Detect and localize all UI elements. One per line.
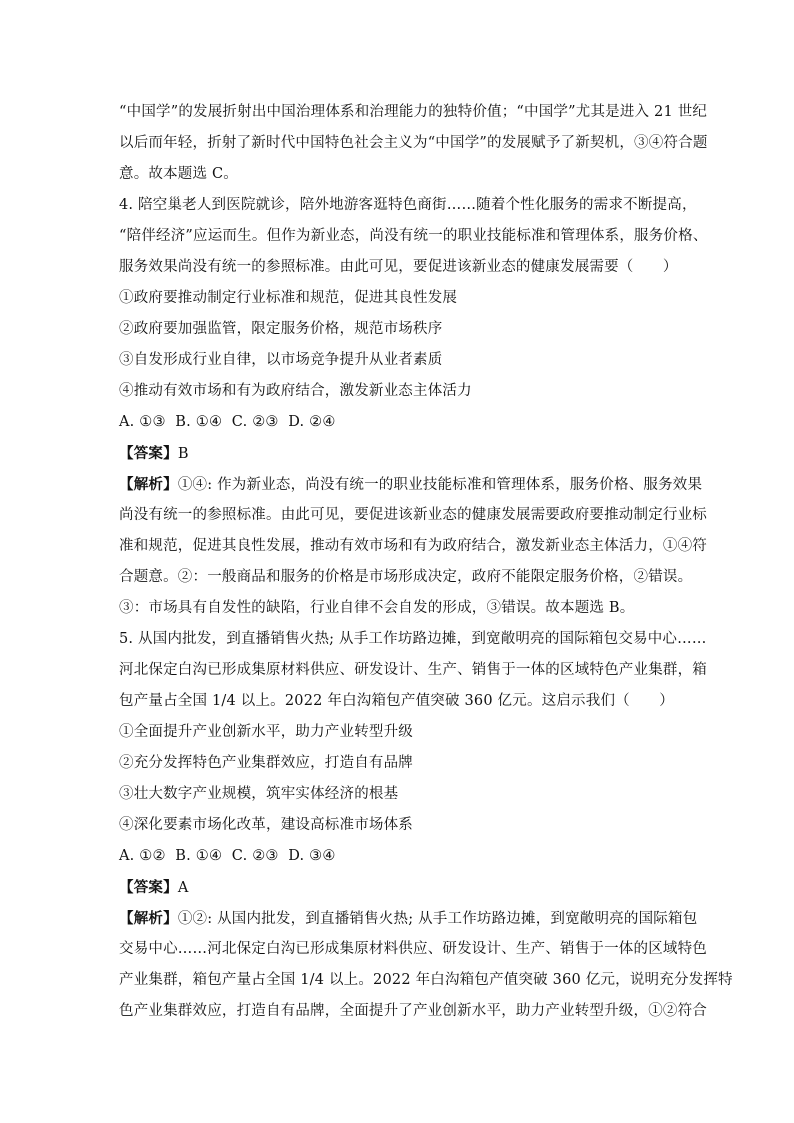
document-page xyxy=(119,97,733,1027)
q4-option-1: ①政府要推动制定行业标准和规范，促进其良性发展 xyxy=(119,290,458,306)
q5-stem-line-2: 河北保定白沟已形成集原材料供应、研发设计、生产、销售于一体的区域特色产业集群，箱 xyxy=(119,662,707,678)
q4-option-2: ②政府要加强监管，限定服务价格，规范市场秩序 xyxy=(119,321,443,337)
q5-choices: A. ①② B. ①④ C. ②③ D. ③④ xyxy=(119,848,336,864)
q4-stem-line-2: “陪伴经济”应运而生。但作为新业态，尚没有统一的职业技能标准和管理体系，服务价格、 xyxy=(119,228,708,244)
q5-stem-line-3: 包产量占全国 1/4 以上。2022 年白沟箱包产值突破 360 亿元。这启示我们（ ） xyxy=(119,693,674,709)
q4-analysis-line-2: 尚没有统一的参照标准。由此可见，要促进该新业态的健康发展需要政府要推动制定行业标 xyxy=(119,507,707,523)
q4-analysis-line-5: ③：市场具有自发性的缺陷，行业自律不会自发的形成，③错误。故本题选 B。 xyxy=(119,600,635,616)
q5-analysis-line-3: 产业集群，箱包产量占全国 1/4 以上。2022 年白沟箱包产值突破 360 亿元，说明充分发挥特 xyxy=(119,972,733,988)
q4-analysis-line-4: 合题意。②：一般商品和服务的价格是市场形成决定，政府不能限定服务价格，②错误。 xyxy=(119,569,693,585)
q5-answer xyxy=(119,872,681,903)
intro-line-1: “中国学”的发展折射出中国治理体系和治理能力的独特价值；“中国学”尤其是进入 21 世纪 xyxy=(119,104,708,120)
q5-analysis-tag: 【解析】 xyxy=(119,910,178,927)
q5-analysis-line-4: 色产业集群效应，打造自有品牌，全面提升了产业创新水平，助力产业转型升级，①②符合 xyxy=(119,1003,707,1019)
q4-answer-tag: 【答案】 xyxy=(119,445,178,462)
q5-stem-line-1: 5. 从国内批发，到直播销售火热; 从手工作坊路边摊，到宽敞明亮的国际箱包交易中心…… xyxy=(119,631,707,647)
q4-stem-line-3: 服务效果尚没有统一的参照标准。由此可见，要促进该新业态的健康发展需要（ ） xyxy=(119,259,678,275)
q5-analysis-line-2: 交易中心……河北保定白沟已形成集原材料供应、研发设计、生产、销售于一体的区域特色 xyxy=(119,941,707,957)
intro-line-3: 意。故本题选 C。 xyxy=(119,166,239,182)
q4-analysis-line-3: 准和规范，促进其良性发展，推动有效市场和有为政府结合，激发新业态主体活力，①④符 xyxy=(119,538,707,554)
q5-option-1: ①全面提升产业创新水平，助力产业转型升级 xyxy=(119,724,413,740)
q5-answer-tag: 【答案】 xyxy=(119,879,178,896)
q4-analysis-line-1 xyxy=(119,469,703,500)
q4-analysis-tag: 【解析】 xyxy=(119,476,178,493)
q4-option-3: ③自发形成行业自律，以市场竞争提升从业者素质 xyxy=(119,352,443,368)
q5-analysis-line-1 xyxy=(119,903,698,934)
q5-option-4: ④深化要素市场化改革，建设高标准市场体系 xyxy=(119,817,413,833)
q5-analysis-text-1: ①②: 从国内批发，到直播销售火热; 从手工作坊路边摊，到宽敞明亮的国际箱包 xyxy=(177,911,698,927)
q5-option-2: ②充分发挥特色产业集群效应，打造自有品牌 xyxy=(119,755,413,771)
q4-choices: A. ①③ B. ①④ C. ②③ D. ②④ xyxy=(119,414,336,430)
intro-line-2: 以后而年轻，折射了新时代中国特色社会主义为“中国学”的发展赋予了新契机，③④符合题 xyxy=(119,135,708,151)
q5-answer-value: A xyxy=(177,880,189,896)
q4-answer-value: B xyxy=(177,446,189,462)
q5-option-3: ③壮大数字产业规模，筑牢实体经济的根基 xyxy=(119,786,399,802)
q4-stem-line-1: 4. 陪空巢老人到医院就诊，陪外地游客逛特色商街……随着个性化服务的需求不断提高， xyxy=(119,197,697,213)
q4-analysis-text-1: ①④: 作为新业态，尚没有统一的职业技能标准和管理体系，服务价格、服务效果 xyxy=(177,477,703,493)
q4-answer xyxy=(119,438,681,469)
q4-option-4: ④推动有效市场和有为政府结合，激发新业态主体活力 xyxy=(119,383,472,399)
